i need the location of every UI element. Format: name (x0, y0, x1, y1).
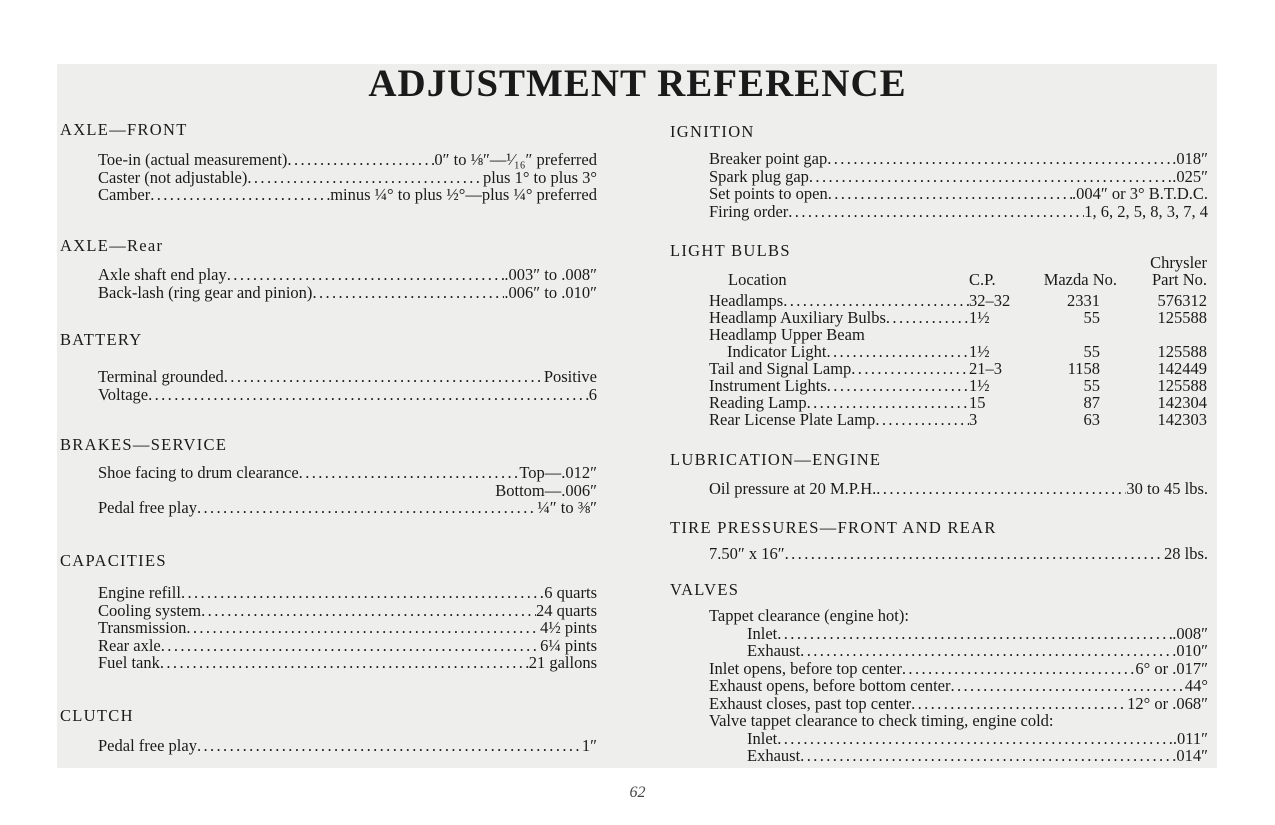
spec-line (709, 480, 1208, 498)
spec-line (709, 625, 1208, 643)
spec-value: 6¼ pints (540, 635, 597, 655)
spec-value: .011″ (1172, 728, 1208, 748)
spec-line (709, 660, 1208, 678)
leader-dots (875, 411, 969, 428)
spec-line (98, 482, 597, 500)
spec-label: Exhaust (747, 641, 801, 660)
leader-dots (160, 654, 529, 672)
leader-dots (827, 150, 1172, 168)
spec-line (709, 712, 1208, 730)
spec-value: Bottom—.006″ (495, 480, 597, 500)
spec-value: minus ¼° to plus ½°—plus ¼° preferred (330, 185, 597, 204)
spec-value: 21 gallons (528, 653, 597, 672)
leader-dots (828, 185, 1072, 203)
bulb-location (709, 377, 969, 394)
spec-value: plus 1° to plus 3° (482, 167, 597, 187)
section-heading: BATTERY (60, 330, 143, 349)
spec-line (709, 730, 1208, 748)
leader-dots (788, 203, 1084, 221)
spec-line (98, 637, 597, 655)
header-spacer (709, 254, 969, 271)
spec-value: 30 to 45 lbs. (1126, 479, 1208, 498)
bulb-part-number: 125588 (1157, 342, 1207, 361)
spec-value: 0″ to ⅛″—¹⁄₁₆″ preferred (434, 150, 597, 169)
spec-label: Exhaust opens, before bottom center (709, 676, 951, 695)
section-heading: CLUTCH (60, 706, 134, 725)
leader-dots (807, 394, 969, 411)
spec-value: 28 lbs. (1163, 544, 1208, 563)
spec-line (98, 368, 597, 386)
spec-label: Terminal grounded (98, 367, 224, 386)
section-heading: VALVES (670, 580, 740, 599)
section-heading: AXLE—FRONT (60, 120, 188, 139)
spec-line (98, 499, 597, 517)
spec-line (98, 284, 597, 302)
bulb-mazda-number: 63 (1083, 410, 1100, 429)
spec-label: Exhaust closes, past top center (709, 693, 912, 713)
spec-label: Engine refill (98, 583, 181, 602)
spec-label: Inlet (747, 623, 778, 643)
spec-label: Inlet (747, 728, 778, 748)
spec-line (709, 545, 1208, 563)
bulb-mazda-number: 1158 (1067, 359, 1100, 378)
spec-label: Firing order (709, 201, 789, 221)
bulb-part-number: 125588 (1157, 308, 1207, 327)
spec-line (98, 186, 597, 204)
bulb-cp: 1½ (969, 376, 990, 395)
spec-line (98, 266, 597, 284)
bulb-mazda-number: 55 (1083, 342, 1100, 361)
table-row (709, 360, 1208, 377)
bulb-mazda-number: 55 (1083, 376, 1100, 395)
leader-dots (197, 499, 537, 517)
spec-label: Voltage (98, 384, 149, 404)
bulb-location (709, 343, 969, 360)
spec-value: .008″ (1172, 623, 1208, 643)
page-title: ADJUSTMENT REFERENCE (368, 62, 907, 105)
light-bulbs-table (709, 254, 1208, 428)
spec-label: Fuel tank (98, 653, 160, 672)
section-items (709, 480, 1208, 498)
leader-dots (902, 660, 1136, 678)
spec-line (98, 619, 597, 637)
leader-dots (876, 480, 1126, 498)
bulb-mazda-number: 55 (1083, 308, 1100, 327)
leader-dots (299, 464, 520, 482)
spec-value: 1″ (581, 736, 597, 755)
spec-label: Back-lash (ring gear and pinion) (98, 282, 313, 302)
spec-line (709, 168, 1208, 186)
page-number: 62 (629, 784, 646, 801)
bulb-location (709, 309, 969, 326)
bulb-cp: 32–32 (969, 291, 1011, 310)
spec-value: .025″ (1172, 166, 1208, 186)
spec-line (709, 150, 1208, 168)
bulb-location-label: Indicator Light (727, 342, 827, 361)
spec-label: Camber (98, 185, 151, 204)
spec-value: ¼″ to ⅜″ (537, 498, 597, 517)
table-header-row (709, 254, 1208, 271)
spec-value: 6 (588, 384, 597, 404)
section-items (98, 368, 597, 403)
table-row (709, 292, 1208, 309)
spec-label: Shoe facing to drum clearance (98, 463, 299, 482)
bulb-cp: 1½ (969, 342, 990, 361)
section-heading: BRAKES—SERVICE (60, 435, 228, 454)
leader-dots (224, 368, 544, 386)
bulb-cp: 15 (969, 393, 986, 412)
bulb-cp: 21–3 (969, 359, 1002, 378)
spec-line (98, 386, 597, 404)
bulb-part-number: 576312 (1157, 291, 1207, 310)
spec-label: Toe-in (actual measurement) (98, 150, 288, 169)
bulb-part-number: 142449 (1157, 359, 1207, 378)
spec-value: .004″ or 3° B.T.D.C. (1072, 184, 1208, 203)
spec-label: Tappet clearance (engine hot): (709, 606, 909, 625)
table-row (709, 309, 1208, 326)
spec-value: .014″ (1172, 746, 1208, 765)
spec-label: Breaker point gap (709, 149, 828, 168)
table-row (709, 411, 1208, 428)
spec-value: 4½ pints (540, 618, 597, 637)
bulb-part-number: 142303 (1157, 410, 1207, 429)
leader-dots (181, 584, 544, 602)
spec-value: 6° or .017″ (1135, 658, 1208, 678)
spec-value: 6 quarts (544, 583, 597, 602)
spec-label: Caster (not adjustable) (98, 167, 248, 187)
spec-label: Exhaust (747, 746, 801, 765)
spec-line (98, 151, 597, 169)
table-row (709, 343, 1208, 360)
spec-value: 1, 6, 2, 5, 8, 3, 7, 4 (1084, 201, 1208, 221)
section-items (98, 151, 597, 204)
bulb-location (709, 360, 969, 377)
leader-dots (197, 737, 582, 755)
spec-value: .010″ (1172, 641, 1208, 660)
spec-line (709, 203, 1208, 221)
table-row (709, 326, 1208, 343)
header-part: Part No. (1152, 270, 1207, 289)
spec-label: Axle shaft end play (98, 265, 227, 284)
spec-label: Cooling system (98, 600, 202, 620)
bulb-location-label: Rear License Plate Lamp (709, 410, 876, 429)
leader-dots (785, 545, 1164, 563)
spec-value: Top—.012″ (519, 463, 597, 482)
header-part-top: Chrysler (1150, 253, 1207, 272)
table-header-row (709, 271, 1208, 288)
spec-line (98, 737, 597, 755)
leader-dots (909, 607, 1208, 625)
spec-value: .003″ to .008″ (504, 265, 597, 284)
section-items (709, 607, 1208, 765)
spec-value: Positive (543, 367, 597, 386)
leader-dots (886, 309, 969, 326)
spec-label: Set points to open (709, 184, 828, 203)
spec-line (98, 654, 597, 672)
leader-dots (201, 602, 536, 620)
spec-label: Valve tappet clearance to check timing, engine cold: (709, 711, 1054, 730)
spec-value: .006″ to .010″ (504, 282, 597, 302)
spec-value: 12° or .068″ (1127, 693, 1208, 713)
leader-dots (287, 151, 434, 169)
spec-label: Pedal free play (98, 498, 197, 517)
section-heading: LUBRICATION—ENGINE (670, 450, 882, 469)
spec-label: Inlet opens, before top center (709, 658, 902, 678)
bulb-cp: 1½ (969, 308, 990, 327)
leader-dots (247, 169, 483, 187)
bulb-location (709, 411, 969, 428)
spec-line (98, 169, 597, 187)
leader-dots (851, 360, 969, 377)
leader-dots (809, 168, 1172, 186)
spec-line (98, 602, 597, 620)
bulb-location (709, 292, 969, 309)
bulb-location-label: Headlamp Upper Beam (709, 325, 865, 344)
leader-dots (150, 186, 330, 204)
bulb-mazda-number: 87 (1083, 393, 1100, 412)
spec-line (709, 185, 1208, 203)
bulb-part-number: 125588 (1157, 376, 1207, 395)
spec-label: Spark plug gap (709, 166, 809, 186)
spec-line (709, 677, 1208, 695)
header-spacer (1027, 254, 1100, 271)
spec-line (709, 642, 1208, 660)
bulb-mazda-number: 2331 (1067, 291, 1100, 310)
table-row (709, 394, 1208, 411)
section-items (98, 266, 597, 301)
bulb-location-label: Tail and Signal Lamp (709, 359, 852, 378)
section-items (98, 737, 597, 755)
leader-dots (148, 386, 589, 404)
leader-dots (777, 730, 1173, 748)
bulb-location-label: Headlamps (709, 291, 784, 310)
spec-label: Rear axle (98, 635, 161, 655)
spec-value: 24 quarts (536, 600, 597, 620)
section-heading: TIRE PRESSURES—FRONT AND REAR (670, 518, 997, 537)
spec-label: 7.50″ x 16″ (709, 544, 785, 563)
leader-dots (186, 619, 540, 637)
header-cp: C.P. (969, 270, 996, 289)
leader-dots (777, 625, 1172, 643)
spec-value: .018″ (1172, 149, 1208, 168)
spec-label: Oil pressure at 20 M.P.H. (709, 479, 877, 498)
spec-line (709, 695, 1208, 713)
section-heading: CAPACITIES (60, 551, 167, 570)
bulb-part-number: 142304 (1157, 393, 1207, 412)
section-items (709, 545, 1208, 563)
spec-label: Pedal free play (98, 736, 197, 755)
bulb-location-label: Headlamp Auxiliary Bulbs (709, 308, 886, 327)
section-heading: AXLE—Rear (60, 236, 164, 255)
bulb-location (709, 394, 969, 411)
leader-dots (911, 695, 1127, 713)
bulb-cp: 3 (969, 410, 978, 429)
leader-dots (950, 677, 1184, 695)
leader-dots (800, 747, 1172, 765)
section-heading: IGNITION (670, 122, 755, 141)
leader-dots (312, 284, 504, 302)
spec-line (709, 747, 1208, 765)
leader-dots (800, 642, 1172, 660)
header-spacer (969, 254, 1027, 271)
leader-dots (161, 637, 540, 655)
bulb-location-label: Instrument Lights (709, 376, 827, 395)
leader-dots (826, 343, 969, 360)
spec-label: Transmission (98, 618, 187, 637)
section-heading: LIGHT BULBS (670, 241, 791, 260)
leader-dots (827, 377, 969, 394)
spec-line (98, 464, 597, 482)
spec-value: 44° (1184, 676, 1208, 695)
leader-dots (227, 266, 505, 284)
bulb-location (709, 326, 1029, 343)
section-items (98, 464, 597, 517)
section-items (709, 150, 1208, 220)
spec-line (709, 607, 1208, 625)
bulb-location-label: Reading Lamp (709, 393, 807, 412)
leader-dots (783, 292, 969, 309)
section-items (98, 584, 597, 672)
spec-line (98, 584, 597, 602)
table-row (709, 377, 1208, 394)
header-location: Location (728, 270, 787, 289)
header-mazda: Mazda No. (1043, 270, 1117, 289)
leader-dots (1054, 712, 1208, 730)
